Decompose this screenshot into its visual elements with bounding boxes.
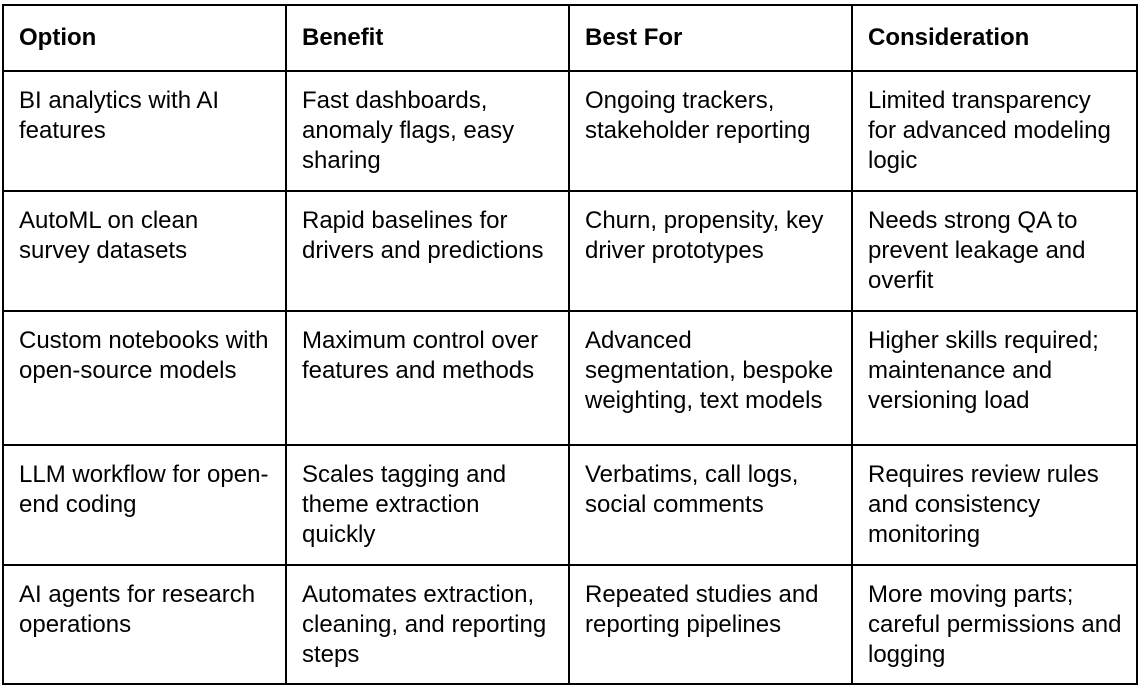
comparison-table-container bbox=[2, 4, 1136, 685]
table-header-row bbox=[3, 5, 1137, 71]
cell-best-for: Verbatims, call logs, social comments bbox=[569, 445, 852, 565]
cell-best-for: Repeated studies and reporting pipelines bbox=[569, 565, 852, 684]
header-consideration: Consideration bbox=[852, 5, 1137, 71]
cell-consideration: Higher skills required; maintenance and versioning load bbox=[852, 311, 1137, 445]
table-row bbox=[3, 191, 1137, 311]
cell-best-for: Advanced segmentation, bespoke weighting, text models bbox=[569, 311, 852, 445]
cell-option: Custom notebooks with open-source models bbox=[3, 311, 286, 445]
cell-consideration: Needs strong QA to prevent leakage and overfit bbox=[852, 191, 1137, 311]
table-row bbox=[3, 445, 1137, 565]
cell-benefit: Scales tagging and theme extraction quickly bbox=[286, 445, 569, 565]
cell-option: BI analytics with AI features bbox=[3, 71, 286, 191]
cell-consideration: Requires review rules and consistency monitoring bbox=[852, 445, 1137, 565]
cell-option: LLM workflow for open-end coding bbox=[3, 445, 286, 565]
cell-consideration: More moving parts; careful permissions and logging bbox=[852, 565, 1137, 684]
cell-option: AutoML on clean survey datasets bbox=[3, 191, 286, 311]
table-row bbox=[3, 565, 1137, 684]
cell-best-for: Ongoing trackers, stakeholder reporting bbox=[569, 71, 852, 191]
comparison-table bbox=[2, 4, 1138, 685]
cell-benefit: Fast dashboards, anomaly flags, easy sharing bbox=[286, 71, 569, 191]
cell-benefit: Automates extraction, cleaning, and reporting steps bbox=[286, 565, 569, 684]
cell-benefit: Rapid baselines for drivers and predictions bbox=[286, 191, 569, 311]
table-row bbox=[3, 71, 1137, 191]
cell-benefit: Maximum control over features and methods bbox=[286, 311, 569, 445]
table-row bbox=[3, 311, 1137, 445]
cell-best-for: Churn, propensity, key driver prototypes bbox=[569, 191, 852, 311]
header-option: Option bbox=[3, 5, 286, 71]
cell-consideration: Limited transparency for advanced modeling logic bbox=[852, 71, 1137, 191]
cell-option: AI agents for research operations bbox=[3, 565, 286, 684]
header-benefit: Benefit bbox=[286, 5, 569, 71]
header-best-for: Best For bbox=[569, 5, 852, 71]
